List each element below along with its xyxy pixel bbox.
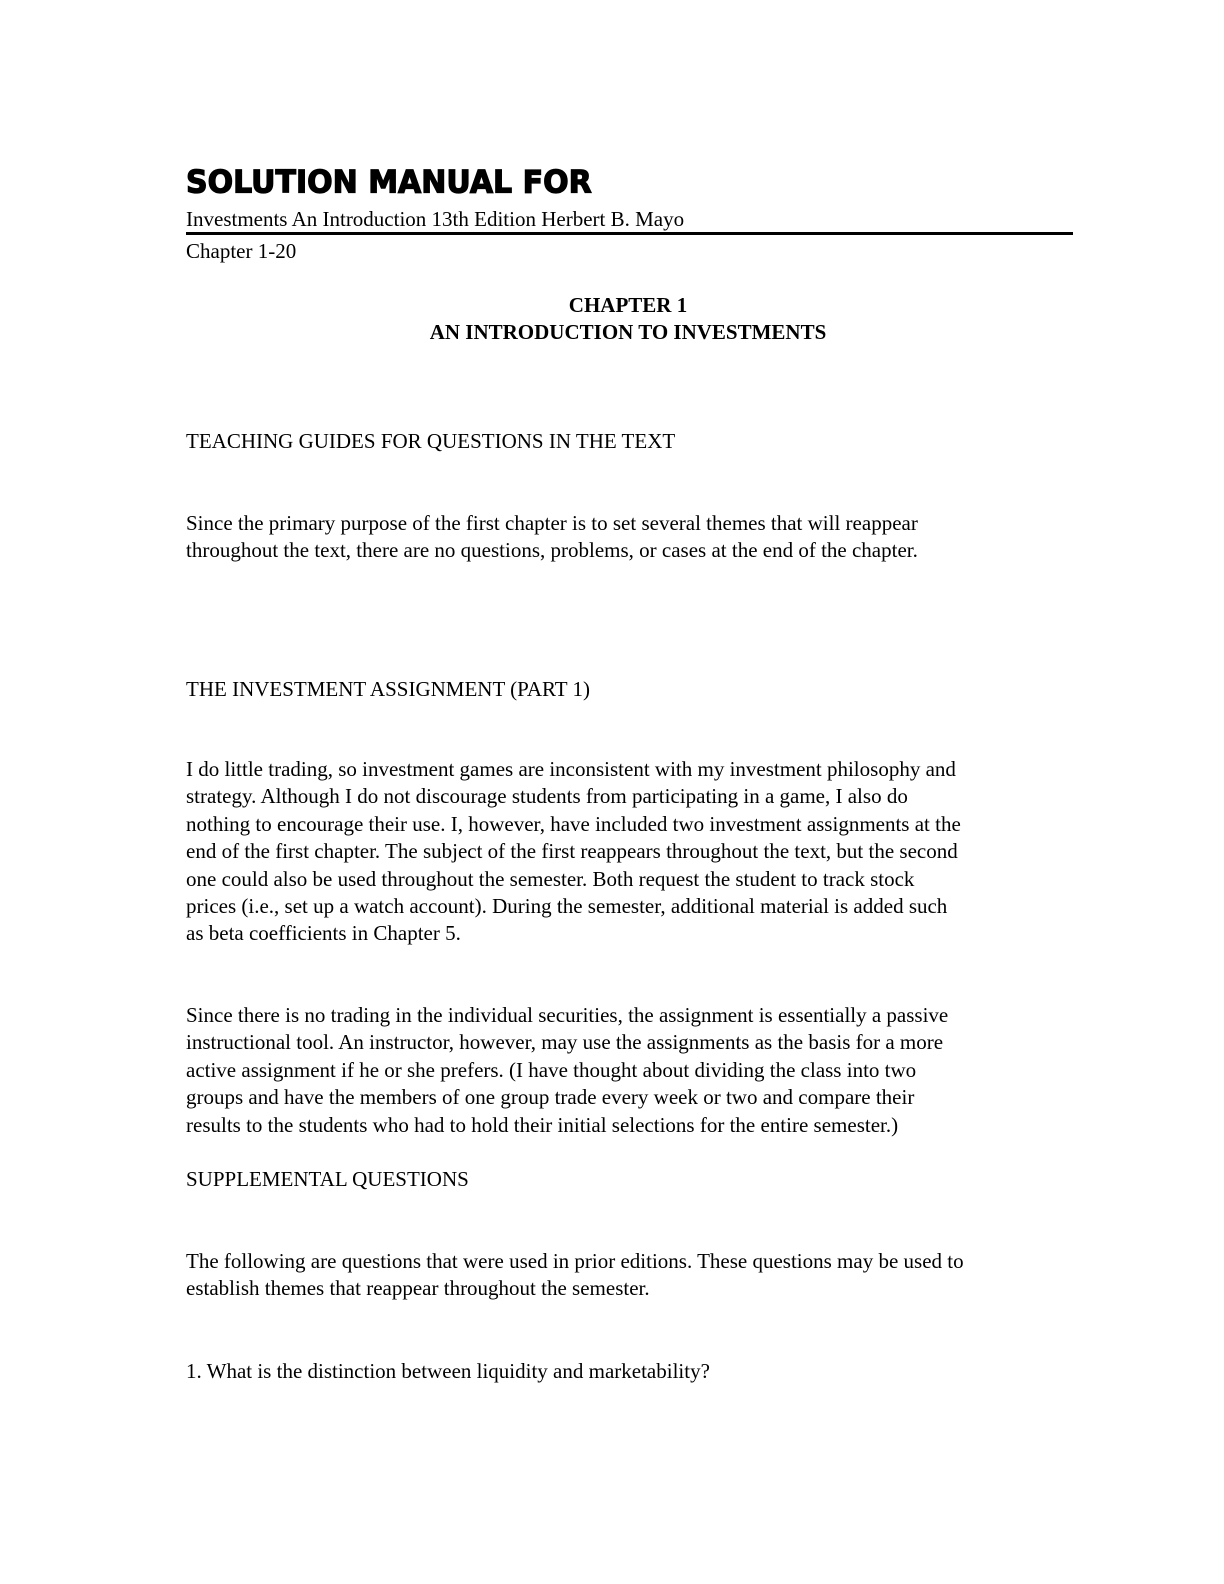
paragraph-line: Since there is no trading in the individual securities, the assignment is essentially a passive [186,1003,949,1027]
question-item [186,1358,1070,1385]
paragraph-line: groups and have the members of one group trade every week or two and compare their [186,1085,915,1110]
supplemental-paragraph [186,1248,1070,1303]
chapter-title: AN INTRODUCTION TO INVESTMENTS [429,320,827,344]
book-subtitle: Investments An Introduction 13th Edition Herbert B. Mayo [186,207,685,231]
teaching-guides-heading: TEACHING GUIDES FOR QUESTIONS IN THE TEXT [186,429,676,453]
paragraph-line: one could also be used throughout the semester. Both request the student to track stock [186,866,915,891]
paragraph-line: I do little trading, so investment games are inconsistent with my investment philosophy and [186,757,956,781]
paragraph-line: as beta coefficients in Chapter 5. [186,921,461,946]
paragraph-line: instructional tool. An instructor, however, may use the assignments as the basis for a more [186,1030,944,1055]
teaching-guides-paragraph [186,510,1070,565]
paragraph-line: nothing to encourage their use. I, however, have included two investment assignments at the [186,811,961,836]
paragraph-line: results to the students who had to hold their initial selections for the entire semester.) [186,1112,899,1137]
paragraph-line: strategy. Although I do not discourage students from participating in a game, I also do [186,784,908,809]
paragraph-line: The following are questions that were used in prior editions. These questions may be used to [186,1249,964,1273]
paragraph-line: end of the first chapter. The subject of the first reappears throughout the text, but the second [186,839,958,864]
investment-assignment-paragraph-2 [186,1002,1070,1139]
chapter-number: CHAPTER 1 [568,293,688,317]
manual-title: SOLUTION MANUAL FOR [186,164,592,201]
paragraph-line: active assignment if he or she prefers. (I have thought about dividing the class into two [186,1057,917,1082]
paragraph-line: Since the primary purpose of the first chapter is to set several themes that will reappear [186,511,918,535]
question-text: 1. What is the distinction between liquidity and marketability? [186,1359,710,1383]
paragraph-line: prices (i.e., set up a watch account). During the semester, additional material is added such [186,894,948,919]
chapter-range: Chapter 1-20 [186,239,297,263]
investment-assignment-heading: THE INVESTMENT ASSIGNMENT (PART 1) [186,677,590,701]
investment-assignment-paragraph-1 [186,756,1070,948]
paragraph-line: establish themes that reappear throughout the semester. [186,1276,650,1301]
supplemental-questions-heading: SUPPLEMENTAL QUESTIONS [186,1167,469,1191]
header-divider [186,232,1073,235]
paragraph-line: throughout the text, there are no questions, problems, or cases at the end of the chapter. [186,538,918,563]
